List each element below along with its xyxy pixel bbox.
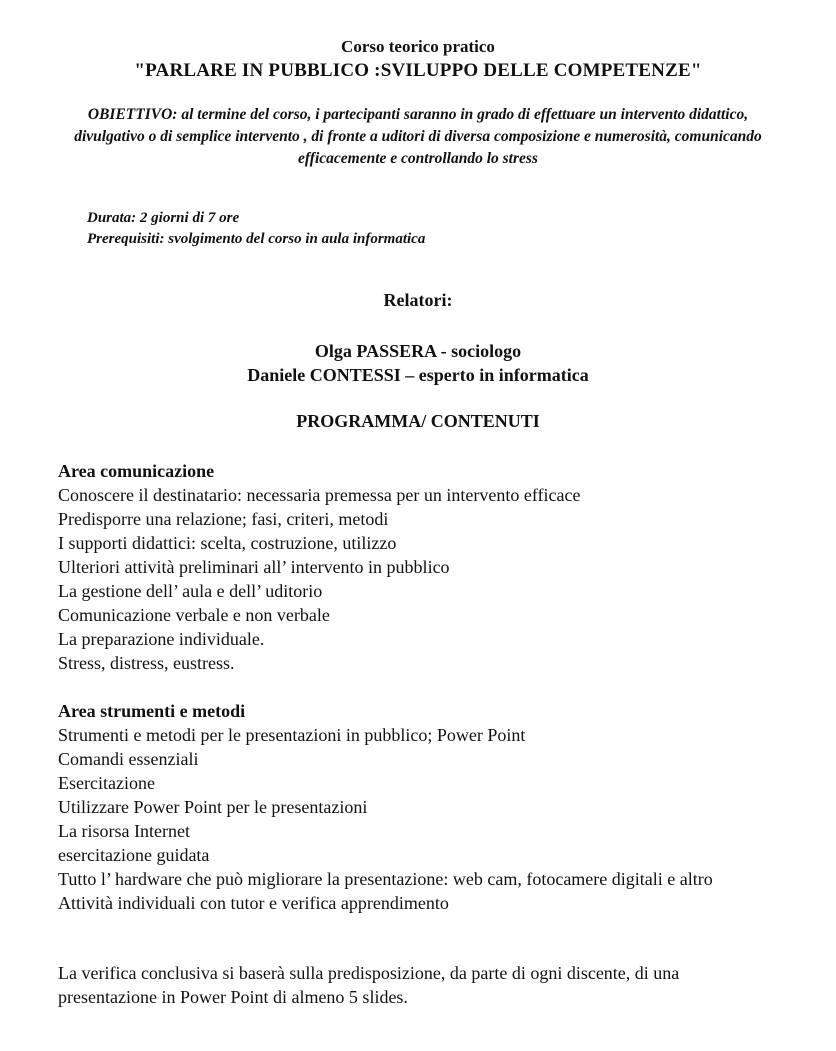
list-item: Utilizzare Power Point per le presentazioni (58, 797, 368, 817)
list-item: La risorsa Internet (58, 821, 190, 841)
section-communication (58, 459, 798, 675)
course-title: "PARLARE IN PUBBLICO :SVILUPPO DELLE COMPETENZE" (134, 60, 702, 81)
list-item: Conoscere il destinatario: necessaria premessa per un intervento efficace (58, 485, 581, 505)
list-item: Stress, distress, eustress. (58, 653, 235, 673)
section-tools-methods (58, 699, 798, 915)
list-item: Comunicazione verbale e non verbale (58, 605, 330, 625)
list-item: Predisporre una relazione; fasi, criteri, metodi (58, 509, 389, 529)
section-title: Area strumenti e metodi (58, 701, 246, 721)
speaker-1: Olga PASSERA - sociologo (314, 341, 522, 361)
speaker-2: Daniele CONTESSI – esperto in informatica (247, 365, 589, 385)
course-duration: Durata: 2 giorni di 7 ore (87, 210, 240, 226)
list-item: Tutto l’ hardware che può migliorare la presentazione: web cam, fotocamere digitali e altro (58, 869, 713, 889)
section-item-list (58, 483, 798, 675)
conclusion-paragraph: La verifica conclusiva si baserà sulla predisposizione, da parte di ogni discente, di una presentazione in Power Point di almeno 5 slides. (58, 963, 680, 1007)
list-item: Ulteriori attività preliminari all’ intervento in pubblico (58, 557, 450, 577)
list-item: La gestione dell’ aula e dell’ uditorio (58, 581, 323, 601)
list-item: Attività individuali con tutor e verifica apprendimento (58, 893, 449, 913)
list-item: Comandi essenziali (58, 749, 199, 769)
section-title: Area comunicazione (58, 461, 215, 481)
course-prerequisites: Prerequisiti: svolgimento del corso in aula informatica (87, 231, 426, 247)
objective-paragraph: OBIETTIVO: al termine del corso, i partecipanti saranno in grado di effettuare un intervento didattico, divulgativo o di semplice intervento , di fronte a uditori di diversa composizione e numerosità, comunicando efficacemente e controllando lo stress (74, 106, 762, 167)
course-kind: Corso teorico pratico (341, 37, 495, 56)
speakers-heading: Relatori: (383, 290, 453, 310)
list-item: La preparazione individuale. (58, 629, 265, 649)
section-item-list (58, 723, 798, 915)
list-item: I supporti didattici: scelta, costruzione, utilizzo (58, 533, 397, 553)
list-item: Strumenti e metodi per le presentazioni in pubblico; Power Point (58, 725, 526, 745)
list-item: Esercitazione (58, 773, 155, 793)
program-heading: PROGRAMMA/ CONTENUTI (296, 411, 540, 431)
list-item: esercitazione guidata (58, 845, 210, 865)
